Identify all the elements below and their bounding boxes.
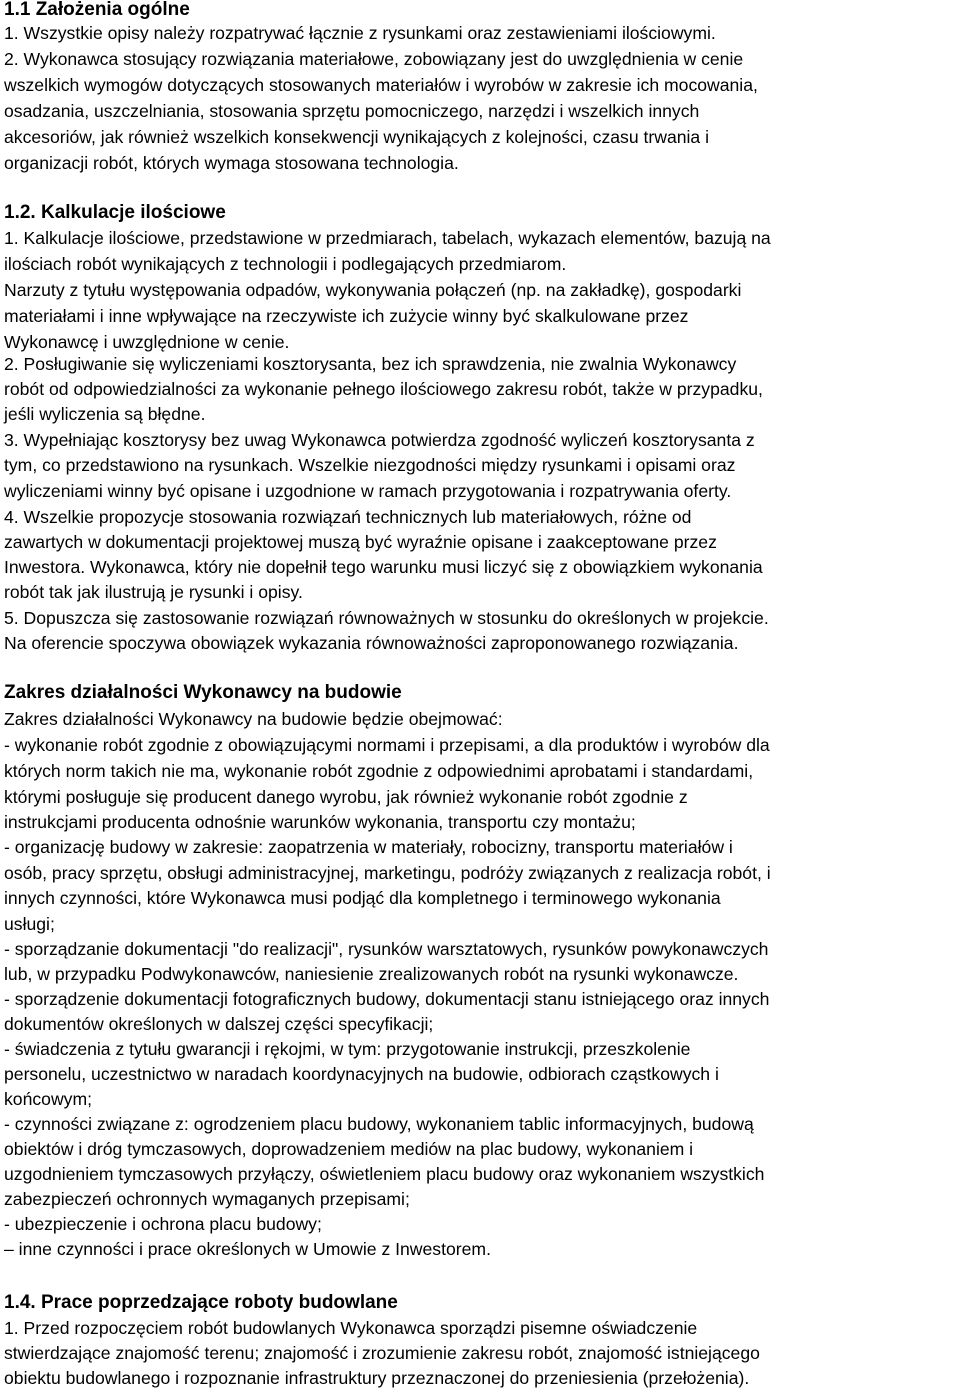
list-item-line: zabezpieczeń ochronnych wymaganych przepisami; (4, 1189, 410, 1209)
paragraph-line: Zakres działalności Wykonawcy na budowie będzie obejmować: (4, 709, 503, 729)
list-item-line: - sporządzanie dokumentacji "do realizacji", rysunków warsztatowych, rysunków powykonawczych (4, 939, 769, 959)
paragraph-line: 2. Wykonawca stosujący rozwiązania materiałowe, zobowiązany jest do uwzględnienia w cenie (4, 49, 744, 69)
section-heading: 1.1 Założenia ogólne (4, 0, 190, 20)
list-item-line: lub, w przypadku Podwykonawców, naniesienie zrealizowanych robót na rysunki wykonawcze. (4, 964, 739, 984)
paragraph-line: Na oferencie spoczywa obowiązek wykazania równoważności zaproponowanego rozwiązania. (4, 633, 739, 653)
list-item-line: - wykonanie robót zgodnie z obowiązującymi normami i przepisami, a dla produktów i wyrobów dla (4, 735, 770, 755)
list-item-line: – inne czynności i prace określonych w Umowie z Inwestorem. (4, 1239, 491, 1259)
paragraph-line: 1. Wszystkie opisy należy rozpatrywać łącznie z rysunkami oraz zestawieniami ilościowymi. (4, 23, 716, 43)
list-item-line: - świadczenia z tytułu gwarancji i rękojmi, w tym: przygotowanie instrukcji, przeszkolenie (4, 1039, 691, 1059)
list-item-line: personelu, uczestnictwo w naradach koordynacyjnych na budowie, odbiorach cząstkowych i (4, 1064, 719, 1084)
list-item-line: których norm takich nie ma, wykonanie robót zgodnie z odpowiednimi aprobatami i standardami, (4, 761, 754, 781)
paragraph-line: 2. Posługiwanie się wyliczeniami kosztorysanta, bez ich sprawdzenia, nie zwalnia Wykonawcy (4, 354, 737, 374)
list-item-line: uzgodnieniem tymczasowych przyłączy, oświetleniem placu budowy oraz wykonaniem wszystkich (4, 1164, 765, 1184)
paragraph-line: materiałami i inne wpływające na rzeczywiste ich zużycie winny być skalkulowane przez (4, 306, 689, 326)
list-item-line: osób, pracy sprzętu, obsługi administracyjnej, marketingu, podróży związanych z realizacja robót, i (4, 863, 771, 883)
paragraph-line: robót tak jak ilustrują je rysunki i opisy. (4, 582, 303, 602)
section-heading: 1.4. Prace poprzedzające roboty budowlane (4, 1292, 398, 1313)
paragraph-line: tym, co przedstawiono na rysunkach. Wszelkie niezgodności między rysunkami i opisami oraz (4, 455, 736, 475)
list-item-line: instrukcjami producenta odnośnie warunków wykonania, transportu czy montażu; (4, 812, 636, 832)
list-item-line: - sporządzenie dokumentacji fotograficznych budowy, dokumentacji stanu istniejącego oraz innych (4, 989, 770, 1009)
paragraph-line: organizacji robót, których wymaga stosowana technologia. (4, 153, 459, 173)
paragraph-line: zawartych w dokumentacji projektowej muszą być wyraźnie opisane i zaakceptowane przez (4, 532, 717, 552)
list-item-line: - czynności związane z: ogrodzeniem placu budowy, wykonaniem tablic informacyjnych, budową (4, 1114, 754, 1134)
list-item-line: dokumentów określonych w dalszej części specyfikacji; (4, 1014, 434, 1034)
paragraph-line: osadzania, uszczelniania, stosowania sprzętu pomocniczego, narzędzi i wszelkich innych (4, 101, 700, 121)
paragraph-line: 4. Wszelkie propozycje stosowania rozwiązań technicznych lub materiałowych, różne od (4, 507, 692, 527)
list-item-line: którymi posługuje się producent danego wyrobu, jak również wykonanie robót zgodnie z (4, 787, 688, 807)
paragraph-line: wyliczeniami winny być opisane i uzgodnione w ramach przygotowania i rozpatrywania oferty. (4, 481, 732, 501)
section-heading: Zakres działalności Wykonawcy na budowie (4, 682, 402, 703)
section-heading: 1.2. Kalkulacje ilościowe (4, 202, 226, 223)
paragraph-line: 3. Wypełniając kosztorysy bez uwag Wykonawca potwierdza zgodność wyliczeń kosztorysanta z (4, 430, 755, 450)
paragraph-line: wszelkich wymogów dotyczących stosowanych materiałów i wyrobów w zakresie ich mocowania, (4, 75, 758, 95)
paragraph-line: akcesoriów, jak również wszelkich konsekwencji wynikających z kolejności, czasu trwania i (4, 127, 710, 147)
paragraph-line: Narzuty z tytułu występowania odpadów, wykonywania połączeń (np. na zakładkę), gospodarki (4, 280, 742, 300)
paragraph-line: 1. Kalkulacje ilościowe, przedstawione w przedmiarach, tabelach, wykazach elementów, bazują na (4, 228, 771, 248)
list-item-line: końcowym; (4, 1089, 92, 1109)
paragraph-line: obiektu budowlanego i rozpoznanie infrastruktury przeznaczonej do przeniesienia (przełożenia). (4, 1368, 750, 1388)
paragraph-line: robót od odpowiedzialności za wykonanie pełnego ilościowego zakresu robót, także w przypadku, (4, 379, 763, 399)
paragraph-line: jeśli wyliczenia są błędne. (4, 404, 206, 424)
list-item-line: - ubezpieczenie i ochrona placu budowy; (4, 1214, 322, 1234)
paragraph-line: stwierdzające znajomość terenu; znajomość i zrozumienie zakresu robót, znajomość istniejącego (4, 1343, 760, 1363)
list-item-line: obiektów i dróg tymczasowych, doprowadzeniem mediów na plac budowy, wykonaniem i (4, 1139, 694, 1159)
paragraph-line: ilościach robót wynikających z technologii i podlegających przedmiarom. (4, 254, 567, 274)
paragraph-line: 5. Dopuszcza się zastosowanie rozwiązań równoważnych w stosunku do określonych w projekcie. (4, 608, 769, 628)
paragraph-line: 1. Przed rozpoczęciem robót budowlanych Wykonawca sporządzi pisemne oświadczenie (4, 1318, 698, 1338)
paragraph-line: Wykonawcę i uwzględnione w cenie. (4, 332, 290, 352)
list-item-line: usługi; (4, 914, 55, 934)
list-item-line: innych czynności, które Wykonawca musi podjąć dla kompletnego i terminowego wykonania (4, 888, 721, 908)
paragraph-line: Inwestora. Wykonawca, który nie dopełnił tego warunku musi liczyć się z obowiązkiem wykonania (4, 557, 763, 577)
list-item-line: - organizację budowy w zakresie: zaopatrzenia w materiały, robocizny, transportu materiałów i (4, 837, 733, 857)
